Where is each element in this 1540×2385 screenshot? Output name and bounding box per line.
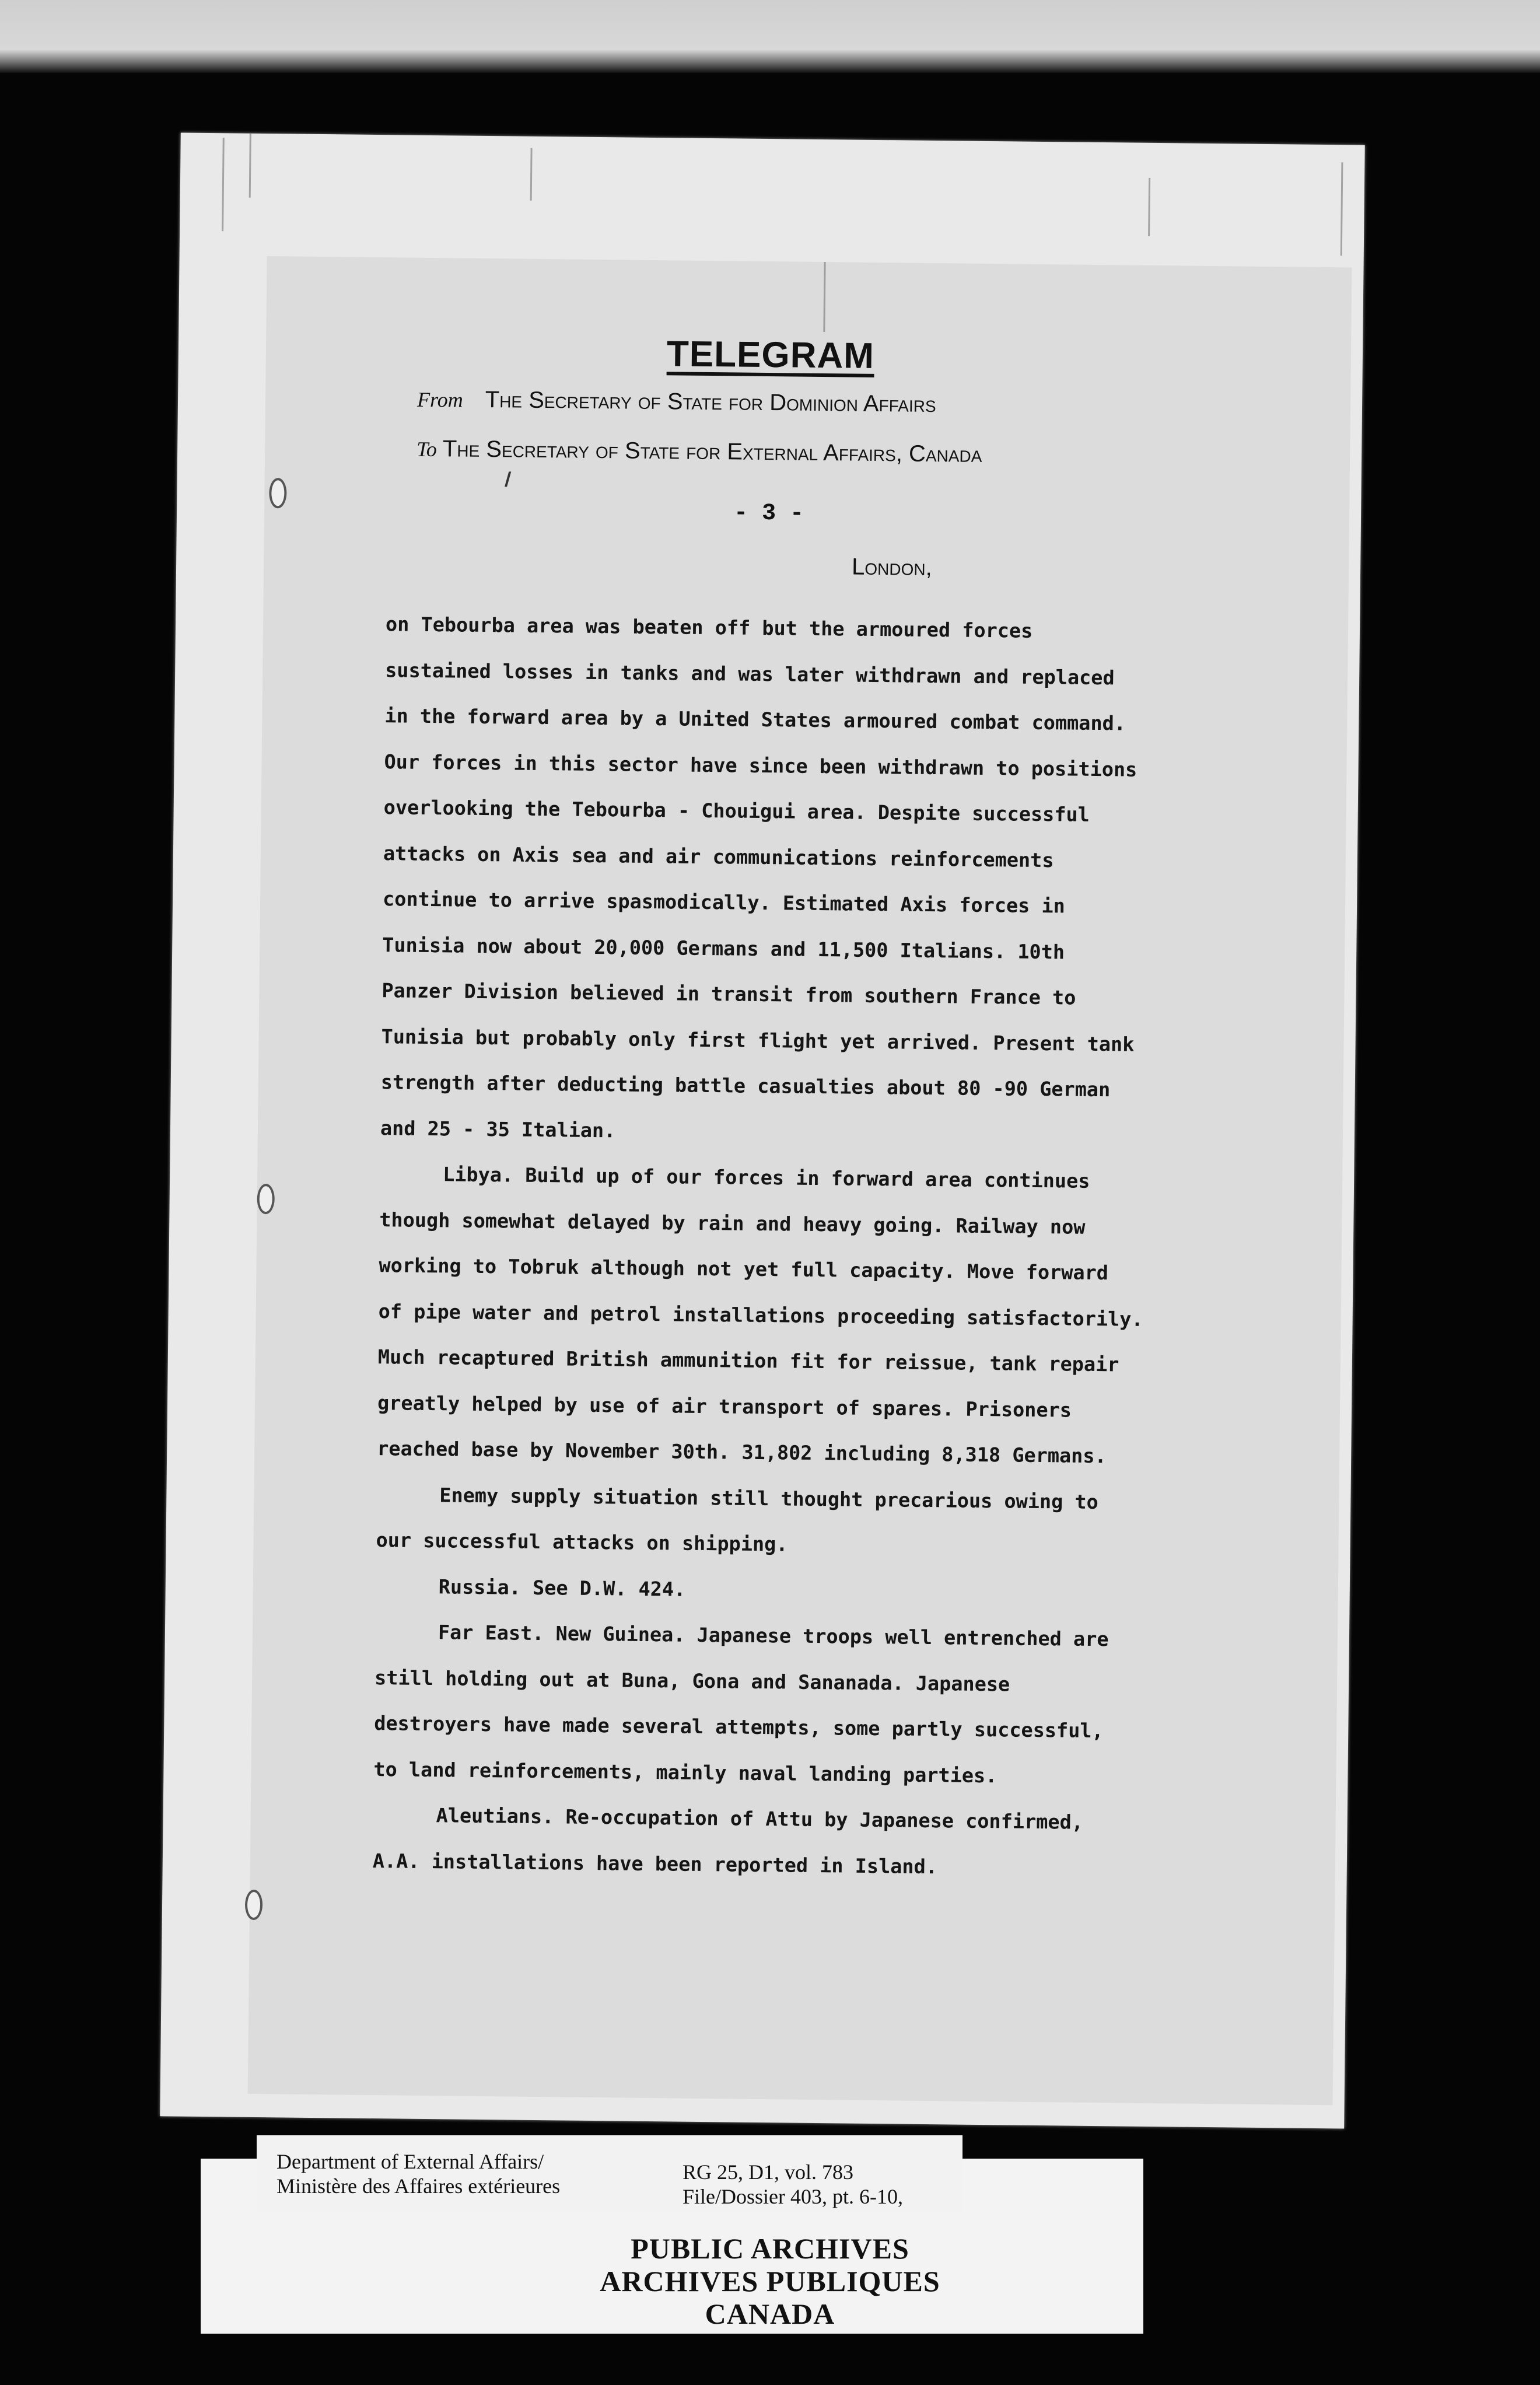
film-scratch (1148, 178, 1150, 236)
body-line: Much recaptured British ammunition fit for reissue, tank repair (377, 1345, 1119, 1376)
to-label: To (416, 437, 438, 461)
body-line: of pipe water and petrol installations proceeding satisfactorily. (378, 1299, 1143, 1331)
telegram-body (372, 602, 1325, 1894)
body-line: Tunisia but probably only first flight yet arrived. Present tank (381, 1024, 1135, 1056)
body-line: destroyers have made several attempts, some partly successful, (374, 1712, 1104, 1743)
body-line: and 25 - 35 Italian. (380, 1116, 616, 1142)
record-group: RG 25, D1, vol. 783 (682, 2160, 854, 2184)
body-line: sustained losses in tanks and was later withdrawn and replaced (385, 658, 1115, 689)
film-scratch (530, 148, 533, 201)
department-english: Department of External Affairs/ (276, 2150, 544, 2173)
telegram-page (160, 132, 1364, 2128)
body-line: to land reinforcements, mainly naval landing parties. (373, 1757, 998, 1787)
body-line: though somewhat delayed by rain and heavy going. Railway now (379, 1208, 1086, 1239)
body-line: attacks on Axis sea and air communications reinforcements (383, 841, 1054, 872)
body-line: Tunisia now about 20,000 Germans and 11,500 Italians. 10th (382, 933, 1065, 963)
archive-reference-card (257, 2135, 963, 2213)
file-dossier: File/Dossier 403, pt. 6-10, (682, 2185, 903, 2208)
telegram-title: TELEGRAM (666, 334, 875, 376)
film-scratch (222, 138, 225, 231)
body-line: reached base by November 30th. 31,802 including 8,318 Germans. (377, 1437, 1107, 1468)
body-line: working to Tobruk although not yet full capacity. Move forward (379, 1254, 1109, 1285)
body-line: in the forward area by a United States armoured combat command. (384, 704, 1126, 735)
body-line: still holding out at Buna, Gona and Sananada. Japanese (374, 1666, 1010, 1695)
body-line: on Tebourba area was beaten off but the armoured forces (385, 613, 1033, 642)
stamp-line: CANADA (705, 2297, 835, 2330)
page-number: - 3 - (733, 500, 804, 527)
body-line: strength after deducting battle casualties about 80 -90 German (380, 1071, 1111, 1101)
city-dateline: London, (851, 554, 932, 580)
from-line (417, 386, 936, 418)
stamp-line: ARCHIVES PUBLIQUES (600, 2265, 940, 2297)
from-label: From (416, 387, 463, 412)
body-line: our successful attacks on shipping. (376, 1529, 788, 1556)
body-line: greatly helped by use of air transport of spares. Prisoners (377, 1391, 1072, 1422)
body-line: Our forces in this sector have since been withdrawn to positions (384, 750, 1138, 781)
body-line: Enemy supply situation still thought precarious owing to (439, 1483, 1099, 1513)
body-line: Far East. New Guinea. Japanese troops well entrenched are (438, 1621, 1109, 1651)
film-scratch (249, 134, 251, 198)
body-line: Panzer Division believed in transit from southern France to (382, 979, 1076, 1009)
department-french: Ministère des Affaires extérieures (276, 2174, 561, 2198)
to-value: The Secretary of State for External Affairs, Canada (442, 436, 982, 467)
body-line: Aleutians. Re-occupation of Attu by Japanese confirmed, (436, 1804, 1084, 1834)
film-top-edge (0, 0, 1540, 73)
stamp-line: PUBLIC ARCHIVES (631, 2232, 909, 2265)
file-reference (682, 2160, 903, 2209)
body-line: Libya. Build up of our forces in forward area continues (442, 1163, 1090, 1192)
body-line: Russia. See D.W. 424. (438, 1575, 686, 1601)
body-line: overlooking the Tebourba - Chouigui area. Despite successful (383, 796, 1090, 826)
department-name (276, 2149, 560, 2198)
public-archives-stamp (0, 2232, 1540, 2330)
body-line: A.A. installations have been reported in Island. (372, 1849, 938, 1878)
film-scratch (1340, 162, 1343, 256)
from-value: The Secretary of State for Dominion Affairs (485, 386, 936, 418)
body-line: continue to arrive spasmodically. Estimated Axis forces in (382, 887, 1066, 918)
